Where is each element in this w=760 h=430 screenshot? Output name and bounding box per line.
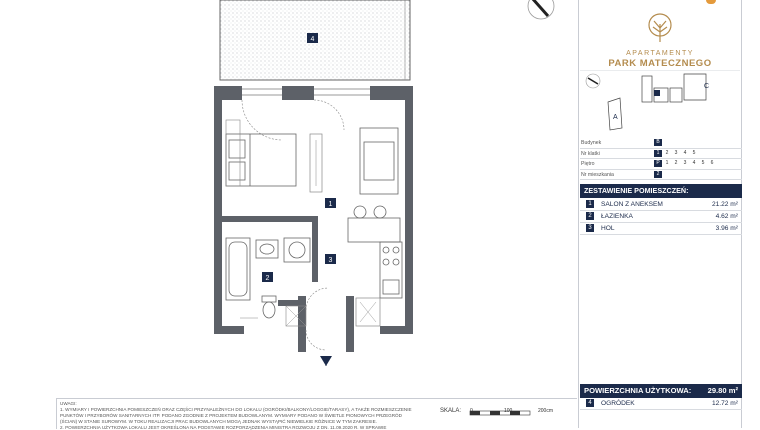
info-cell: 1 <box>665 160 669 166</box>
room-label-2: 2 <box>265 275 270 282</box>
total-area-label: POWIERZCHNIA UŻYTKOWA: <box>584 386 692 395</box>
info-cell: P <box>654 160 662 167</box>
tree-logo-icon <box>645 12 675 48</box>
room-row <box>580 223 742 235</box>
info-cell: 2 <box>674 160 678 166</box>
compass-icon <box>528 0 554 19</box>
garden-row <box>580 398 742 410</box>
door-swings <box>242 100 344 350</box>
washing-machine-icon <box>284 238 310 262</box>
notes-line: PUNKTÓW I PRZYBORÓW SANITARNYCH ITP. PODANO ZGODNIE Z PROJEKTEM BUDOWLANYM. WYMIARY PODANO W ŚWIETLE PIONOWYCH PRZEGRÓD <box>60 413 402 418</box>
bed-icon <box>226 134 296 186</box>
room-num: 1 <box>586 200 594 208</box>
notes-line: (ŚCIAN) W STANIE SUROWYM. W TOKU REALIZACJI PRAC BUDOWLANYCH MOGĄ JEDNAK WYSTĄPIĆ NIEWIELKIE RÓŻNICE W TYM ZAKRESIE. <box>60 419 377 424</box>
garden-num: 4 <box>586 399 594 407</box>
apartment-info-table <box>580 138 742 180</box>
room-area-value: 3.96 m² <box>715 225 738 232</box>
room-label-3: 3 <box>328 257 333 264</box>
info-cell: 3 <box>674 149 678 156</box>
info-cell: 5 <box>692 149 696 156</box>
room-label-1: 1 <box>328 201 333 208</box>
key-building-c: C <box>704 83 710 90</box>
wardrobe-icon <box>226 120 240 186</box>
info-cell: 1 <box>654 150 662 157</box>
brand-name: PARK MATECZNEGO <box>608 58 712 69</box>
notes-line: UWAGI: <box>60 401 77 406</box>
scale-label: SKALA: <box>440 408 462 414</box>
scale-tick: 100 <box>504 408 513 414</box>
room-num: 2 <box>586 212 594 220</box>
room-row <box>580 199 742 211</box>
info-cell: 4 <box>683 149 687 156</box>
info-cell: 2 <box>654 171 662 178</box>
info-label: Budynek <box>581 140 602 146</box>
info-label: Piętro <box>581 161 595 167</box>
info-label: Nr klatki <box>581 150 600 157</box>
apartment-walls <box>214 86 413 352</box>
notes-line: 1. WYMIARY I POWIERZCHNIA POMIESZCZEŃ ORAZ CZĘŚCI PRZYNALEŻNYCH DO LOKALU (OGRÓDKI/BALKONY/LOGGIE/TARASY), A TAKŻE ROZMIESZCZENIE <box>60 407 412 412</box>
garden-name: OGRÓDEK <box>601 400 635 407</box>
info-cell: 2 <box>665 149 669 156</box>
info-cell: 6 <box>710 160 714 166</box>
room-label-4: 4 <box>310 36 315 43</box>
room-area-value: 21.22 m² <box>711 201 738 208</box>
room-row <box>580 211 742 223</box>
info-cell: 3 <box>683 160 687 166</box>
rooms-title: ZESTAWIENIE POMIESZCZEŃ: <box>580 184 742 198</box>
info-row <box>580 170 742 181</box>
info-cell: B <box>654 139 662 146</box>
room-num: 3 <box>586 224 594 232</box>
scale-tick: 200cm <box>538 408 554 414</box>
room-name: HOL <box>601 225 615 232</box>
dining-table-icon <box>348 206 400 242</box>
notes-line: 2. POWIERZCHNIA UŻYTKOWA LOKALU JEST OKREŚLONA NA PODSTAWIE ROZPORZĄDZENIA MINISTRA ROZWOJU Z DN. 11.09.2020 R. W SPRAWIE <box>60 425 387 430</box>
info-cell: 5 <box>701 160 705 166</box>
total-area <box>580 384 742 398</box>
scale-tick: 0 <box>470 408 473 414</box>
info-row <box>580 159 742 170</box>
info-cell: 4 <box>692 160 696 166</box>
info-row <box>580 138 742 149</box>
toilet-icon <box>262 296 276 318</box>
room-area-value: 4.62 m² <box>715 213 738 220</box>
brand-subtitle: APARTAMENTY <box>626 50 694 57</box>
garden-area-value: 12.72 m² <box>711 400 738 407</box>
info-label: Nr mieszkania <box>581 171 614 178</box>
notes <box>56 398 436 429</box>
kitchen-counter-icon <box>380 242 402 298</box>
key-building-a: A <box>613 114 618 121</box>
sink-icon <box>256 240 278 258</box>
room-name: ŁAZIENKA <box>601 213 633 220</box>
bathtub-icon <box>226 238 250 300</box>
sofa-icon <box>360 128 398 194</box>
room-name: SALON Z ANEKSEM <box>601 201 663 208</box>
site-key-plan <box>580 70 740 136</box>
brand-logo <box>578 8 742 70</box>
total-area-value: 29.80 m² <box>707 386 738 395</box>
info-row <box>580 149 742 160</box>
